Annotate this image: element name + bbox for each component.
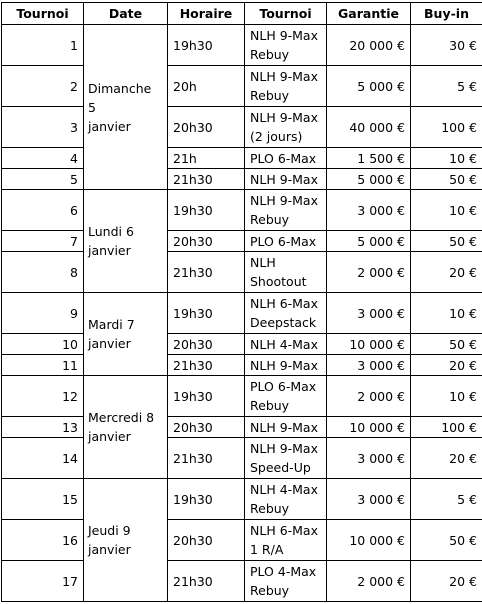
date-cell-text: Mercredi 8 janvier bbox=[88, 408, 162, 446]
tournament-number-cell-text: 14 bbox=[7, 449, 78, 468]
guarantee-cell-text: 3 000 € bbox=[332, 449, 405, 468]
guarantee-cell-text: 3 000 € bbox=[332, 356, 405, 375]
time-cell-text: 21h30 bbox=[173, 170, 239, 189]
time-cell bbox=[168, 169, 245, 190]
time-cell-text: 21h30 bbox=[173, 572, 239, 591]
table-row bbox=[2, 438, 482, 479]
tournament-name-cell bbox=[245, 479, 327, 520]
tournament-name-cell-text: NLH 4-Max bbox=[250, 335, 321, 354]
tournament-name-cell-text: PLO 4-Max Rebuy bbox=[250, 562, 321, 600]
buyin-cell-text: 20 € bbox=[416, 572, 477, 591]
table-row bbox=[2, 25, 482, 66]
guarantee-cell-text: 2 000 € bbox=[332, 263, 405, 282]
tournament-number-cell bbox=[2, 107, 84, 148]
table-row bbox=[2, 417, 482, 438]
tournament-number-cell bbox=[2, 438, 84, 479]
guarantee-cell-text: 5 000 € bbox=[332, 77, 405, 96]
time-cell bbox=[168, 479, 245, 520]
table-row bbox=[2, 561, 482, 602]
guarantee-cell-text: 40 000 € bbox=[332, 118, 405, 137]
tournament-name-cell bbox=[245, 417, 327, 438]
tournament-name-cell-text: NLH 6-Max 1 R/A bbox=[250, 521, 321, 559]
time-cell bbox=[168, 107, 245, 148]
buyin-cell bbox=[411, 561, 482, 602]
tournament-number-cell bbox=[2, 25, 84, 66]
tournament-number-cell-text: 4 bbox=[7, 149, 78, 168]
tournament-number-cell-text: 8 bbox=[7, 263, 78, 282]
buyin-cell bbox=[411, 231, 482, 252]
date-cell bbox=[84, 479, 168, 602]
buyin-cell-text: 50 € bbox=[416, 335, 477, 354]
guarantee-cell bbox=[327, 376, 411, 417]
time-cell bbox=[168, 66, 245, 107]
guarantee-cell bbox=[327, 231, 411, 252]
buyin-cell-text: 100 € bbox=[416, 418, 477, 437]
tournament-name-cell-text: NLH 9-Max Speed-Up bbox=[250, 439, 321, 477]
guarantee-cell bbox=[327, 25, 411, 66]
time-cell-text: 20h30 bbox=[173, 418, 239, 437]
tournament-name-cell-text: NLH 9-Max Rebuy bbox=[250, 191, 321, 229]
tournament-name-cell bbox=[245, 355, 327, 376]
tournament-number-cell-text: 5 bbox=[7, 170, 78, 189]
guarantee-cell bbox=[327, 355, 411, 376]
tournament-name-cell bbox=[245, 148, 327, 169]
tournament-number-cell bbox=[2, 293, 84, 334]
guarantee-cell bbox=[327, 520, 411, 561]
tournament-number-cell bbox=[2, 334, 84, 355]
guarantee-cell-text: 10 000 € bbox=[332, 418, 405, 437]
time-cell-text: 19h30 bbox=[173, 304, 239, 323]
time-cell-text: 21h30 bbox=[173, 263, 239, 282]
time-cell-text: 20h30 bbox=[173, 232, 239, 251]
table-row bbox=[2, 334, 482, 355]
tournament-number-cell-text: 2 bbox=[7, 77, 78, 96]
time-cell-text: 20h30 bbox=[173, 531, 239, 550]
tournament-name-cell bbox=[245, 438, 327, 479]
guarantee-cell-text: 10 000 € bbox=[332, 531, 405, 550]
schedule-body bbox=[2, 25, 482, 602]
date-cell-text: Mardi 7 janvier bbox=[88, 315, 162, 353]
date-cell bbox=[84, 376, 168, 479]
buyin-cell-text: 10 € bbox=[416, 387, 477, 406]
guarantee-cell bbox=[327, 252, 411, 293]
guarantee-cell-text: 3 000 € bbox=[332, 490, 405, 509]
time-cell-text: 20h30 bbox=[173, 118, 239, 137]
buyin-cell-text: 10 € bbox=[416, 201, 477, 220]
guarantee-cell-text: 2 000 € bbox=[332, 387, 405, 406]
tournament-number-cell-text: 9 bbox=[7, 304, 78, 323]
tournament-number-cell-text: 15 bbox=[7, 490, 78, 509]
guarantee-cell bbox=[327, 438, 411, 479]
time-cell bbox=[168, 252, 245, 293]
guarantee-cell bbox=[327, 107, 411, 148]
tournament-name-cell-text: PLO 6-Max bbox=[250, 149, 321, 168]
table-row bbox=[2, 148, 482, 169]
tournament-number-cell bbox=[2, 148, 84, 169]
tournament-name-cell-text: NLH 9-Max Rebuy bbox=[250, 67, 321, 105]
buyin-cell bbox=[411, 148, 482, 169]
time-cell bbox=[168, 231, 245, 252]
date-cell-text: Lundi 6 janvier bbox=[88, 222, 162, 260]
buyin-cell-text: 20 € bbox=[416, 449, 477, 468]
time-cell-text: 20h bbox=[173, 77, 239, 96]
buyin-cell-text: 100 € bbox=[416, 118, 477, 137]
guarantee-cell-text: 3 000 € bbox=[332, 201, 405, 220]
tournament-name-cell bbox=[245, 293, 327, 334]
tournament-number-cell-text: 13 bbox=[7, 418, 78, 437]
table-row bbox=[2, 376, 482, 417]
tournament-number-cell-text: 1 bbox=[7, 36, 78, 55]
buyin-cell-text: 50 € bbox=[416, 170, 477, 189]
tournament-number-cell bbox=[2, 520, 84, 561]
tournament-number-cell bbox=[2, 252, 84, 293]
table-row bbox=[2, 520, 482, 561]
tournament-name-cell bbox=[245, 107, 327, 148]
table-row bbox=[2, 479, 482, 520]
buyin-cell bbox=[411, 252, 482, 293]
buyin-cell bbox=[411, 293, 482, 334]
buyin-cell bbox=[411, 520, 482, 561]
buyin-cell-text: 5 € bbox=[416, 77, 477, 96]
buyin-cell bbox=[411, 417, 482, 438]
tournament-number-cell bbox=[2, 190, 84, 231]
buyin-cell bbox=[411, 376, 482, 417]
header-time: Horaire bbox=[168, 3, 245, 25]
time-cell bbox=[168, 293, 245, 334]
tournament-number-cell bbox=[2, 355, 84, 376]
header-row bbox=[2, 3, 482, 25]
tournament-number-cell-text: 17 bbox=[7, 572, 78, 591]
tournament-name-cell-text: NLH 9-Max bbox=[250, 356, 321, 375]
tournament-name-cell-text: NLH 6-Max Deepstack bbox=[250, 294, 321, 332]
time-cell bbox=[168, 520, 245, 561]
tournament-name-cell-text: PLO 6-Max bbox=[250, 232, 321, 251]
date-cell-text: Dimanche 5 janvier bbox=[88, 79, 162, 136]
tournament-name-cell bbox=[245, 231, 327, 252]
guarantee-cell-text: 3 000 € bbox=[332, 304, 405, 323]
table-row bbox=[2, 107, 482, 148]
tournament-name-cell-text: NLH 9-Max Rebuy bbox=[250, 26, 321, 64]
guarantee-cell-text: 5 000 € bbox=[332, 170, 405, 189]
time-cell bbox=[168, 355, 245, 376]
tournament-number-cell-text: 6 bbox=[7, 201, 78, 220]
header-buyin: Buy-in bbox=[411, 3, 482, 25]
tournament-schedule-table bbox=[1, 2, 482, 602]
tournament-name-cell bbox=[245, 25, 327, 66]
buyin-cell-text: 10 € bbox=[416, 304, 477, 323]
tournament-name-cell bbox=[245, 334, 327, 355]
time-cell bbox=[168, 190, 245, 231]
tournament-number-cell-text: 11 bbox=[7, 356, 78, 375]
tournament-name-cell-text: NLH 9-Max (2 jours) bbox=[250, 108, 321, 146]
table-row bbox=[2, 293, 482, 334]
buyin-cell bbox=[411, 438, 482, 479]
guarantee-cell bbox=[327, 293, 411, 334]
buyin-cell bbox=[411, 479, 482, 520]
time-cell-text: 19h30 bbox=[173, 490, 239, 509]
tournament-number-cell-text: 10 bbox=[7, 335, 78, 354]
buyin-cell bbox=[411, 355, 482, 376]
time-cell bbox=[168, 376, 245, 417]
buyin-cell-text: 50 € bbox=[416, 531, 477, 550]
guarantee-cell-text: 2 000 € bbox=[332, 572, 405, 591]
time-cell-text: 21h30 bbox=[173, 449, 239, 468]
tournament-name-cell bbox=[245, 190, 327, 231]
header-date: Date bbox=[84, 3, 168, 25]
header-tournament-name: Tournoi bbox=[245, 3, 327, 25]
time-cell-text: 21h30 bbox=[173, 356, 239, 375]
tournament-number-cell-text: 7 bbox=[7, 232, 78, 251]
buyin-cell-text: 20 € bbox=[416, 356, 477, 375]
buyin-cell bbox=[411, 107, 482, 148]
table-row bbox=[2, 190, 482, 231]
tournament-number-cell bbox=[2, 231, 84, 252]
guarantee-cell bbox=[327, 417, 411, 438]
tournament-number-cell bbox=[2, 417, 84, 438]
buyin-cell-text: 10 € bbox=[416, 149, 477, 168]
date-cell-text: Jeudi 9 janvier bbox=[88, 521, 162, 559]
tournament-number-cell-text: 12 bbox=[7, 387, 78, 406]
time-cell-text: 21h bbox=[173, 149, 239, 168]
guarantee-cell-text: 10 000 € bbox=[332, 335, 405, 354]
buyin-cell-text: 20 € bbox=[416, 263, 477, 282]
tournament-number-cell bbox=[2, 561, 84, 602]
tournament-name-cell-text: NLH Shootout bbox=[250, 253, 321, 291]
time-cell bbox=[168, 438, 245, 479]
tournament-name-cell-text: NLH 9-Max bbox=[250, 418, 321, 437]
date-cell bbox=[84, 190, 168, 293]
guarantee-cell bbox=[327, 334, 411, 355]
tournament-name-cell bbox=[245, 376, 327, 417]
buyin-cell-text: 5 € bbox=[416, 490, 477, 509]
tournament-number-cell bbox=[2, 376, 84, 417]
tournament-name-cell-text: NLH 9-Max bbox=[250, 170, 321, 189]
buyin-cell bbox=[411, 66, 482, 107]
buyin-cell bbox=[411, 334, 482, 355]
table-row bbox=[2, 169, 482, 190]
date-cell bbox=[84, 293, 168, 376]
tournament-number-cell-text: 16 bbox=[7, 531, 78, 550]
tournament-name-cell bbox=[245, 561, 327, 602]
guarantee-cell-text: 20 000 € bbox=[332, 36, 405, 55]
time-cell-text: 20h30 bbox=[173, 335, 239, 354]
guarantee-cell-text: 5 000 € bbox=[332, 232, 405, 251]
tournament-name-cell-text: PLO 6-Max Rebuy bbox=[250, 377, 321, 415]
time-cell bbox=[168, 417, 245, 438]
guarantee-cell bbox=[327, 190, 411, 231]
buyin-cell bbox=[411, 190, 482, 231]
guarantee-cell bbox=[327, 169, 411, 190]
table-row bbox=[2, 231, 482, 252]
tournament-name-cell bbox=[245, 520, 327, 561]
time-cell bbox=[168, 148, 245, 169]
time-cell-text: 19h30 bbox=[173, 36, 239, 55]
tournament-name-cell-text: NLH 4-Max Rebuy bbox=[250, 480, 321, 518]
time-cell bbox=[168, 334, 245, 355]
table-row bbox=[2, 66, 482, 107]
buyin-cell bbox=[411, 25, 482, 66]
guarantee-cell bbox=[327, 148, 411, 169]
time-cell-text: 19h30 bbox=[173, 387, 239, 406]
header-tournament-number: Tournoi bbox=[2, 3, 84, 25]
table-row bbox=[2, 355, 482, 376]
header-guarantee: Garantie bbox=[327, 3, 411, 25]
buyin-cell-text: 50 € bbox=[416, 232, 477, 251]
guarantee-cell-text: 1 500 € bbox=[332, 149, 405, 168]
tournament-number-cell bbox=[2, 169, 84, 190]
time-cell-text: 19h30 bbox=[173, 201, 239, 220]
tournament-name-cell bbox=[245, 169, 327, 190]
guarantee-cell bbox=[327, 66, 411, 107]
tournament-name-cell bbox=[245, 252, 327, 293]
date-cell bbox=[84, 25, 168, 190]
buyin-cell-text: 30 € bbox=[416, 36, 477, 55]
time-cell bbox=[168, 561, 245, 602]
guarantee-cell bbox=[327, 479, 411, 520]
tournament-number-cell bbox=[2, 479, 84, 520]
tournament-number-cell-text: 3 bbox=[7, 118, 78, 137]
tournament-number-cell bbox=[2, 66, 84, 107]
table-row bbox=[2, 252, 482, 293]
time-cell bbox=[168, 25, 245, 66]
guarantee-cell bbox=[327, 561, 411, 602]
buyin-cell bbox=[411, 169, 482, 190]
tournament-name-cell bbox=[245, 66, 327, 107]
